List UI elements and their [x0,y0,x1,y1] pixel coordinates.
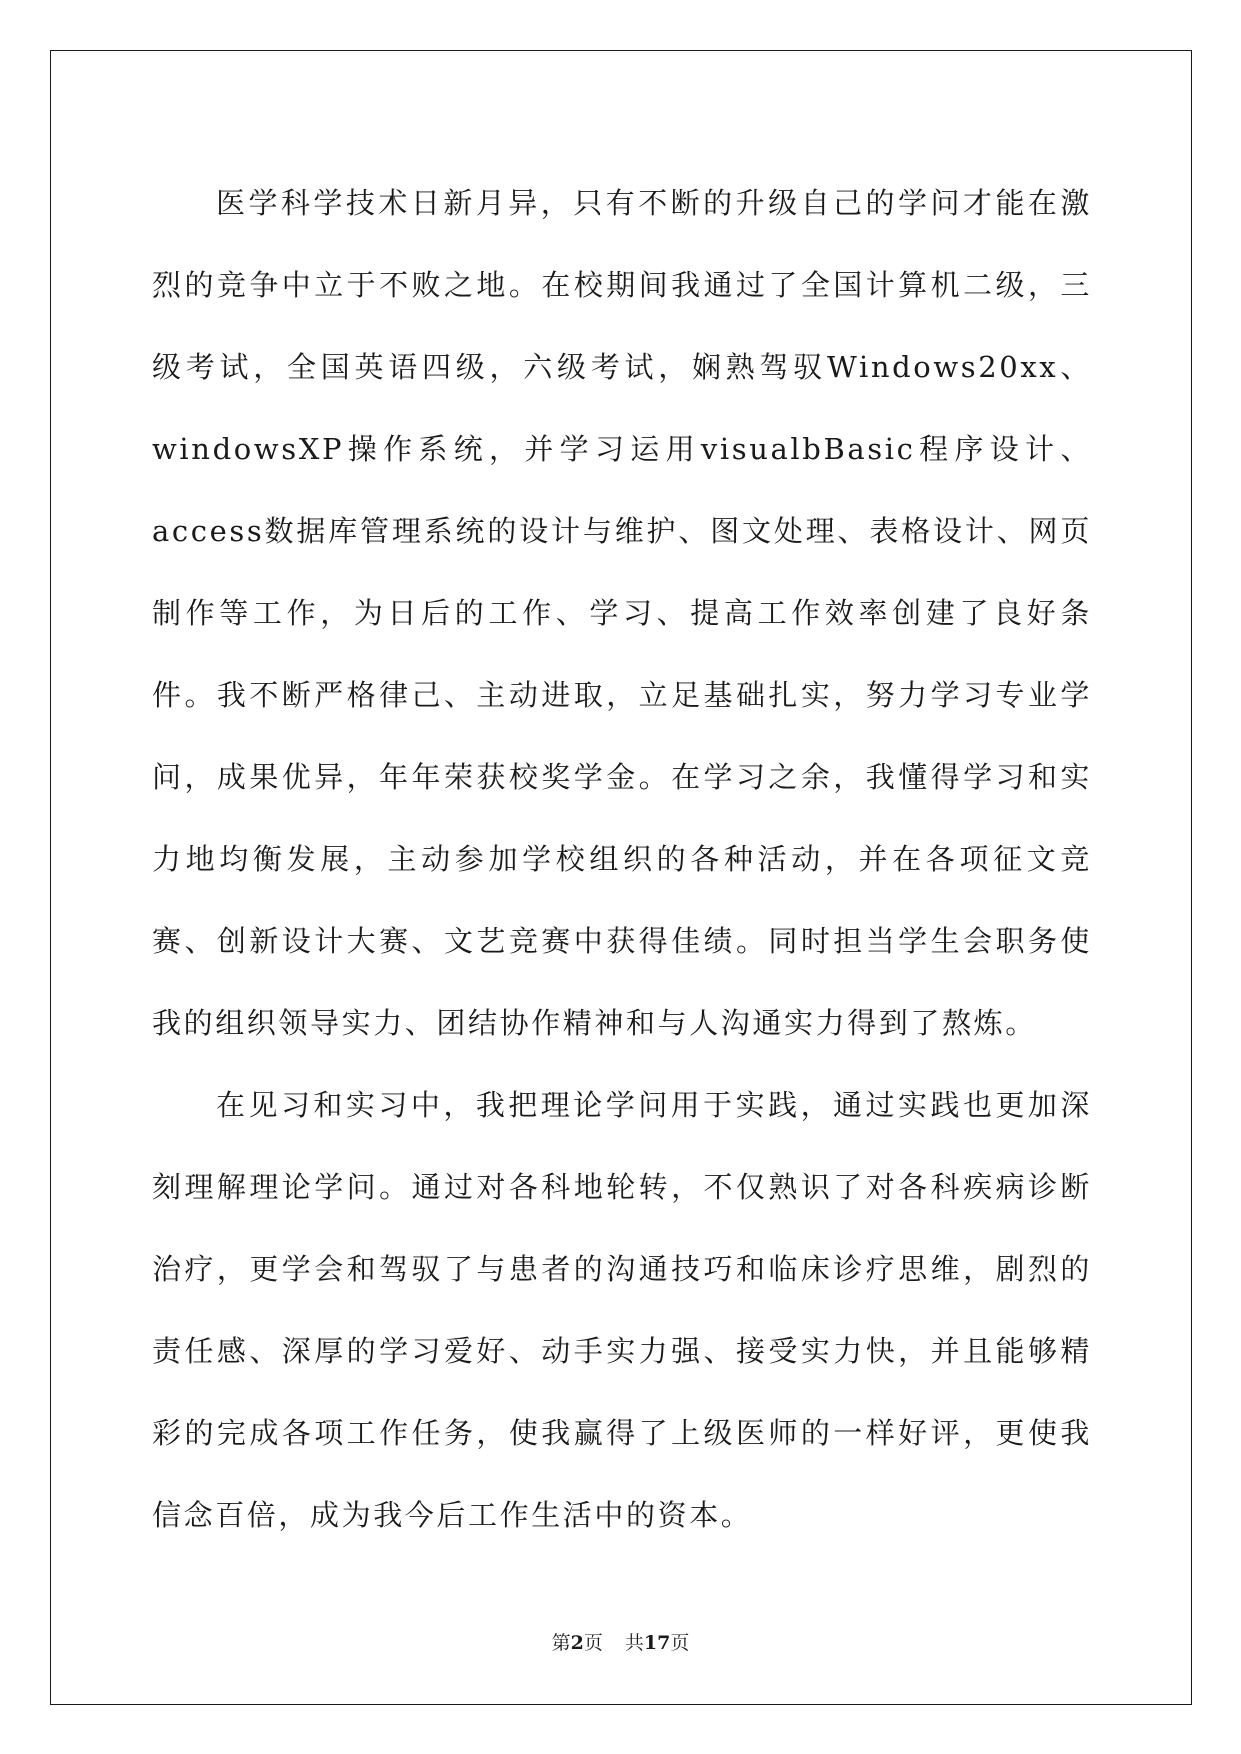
paragraph-2: 在见习和实习中，我把理论学问用于实践，通过实践也更加深刻理解理论学问。通过对各科地轮转，不仅熟识了对各科疾病诊断治疗，更学会和驾驭了与患者的沟通技巧和临床诊疗思维，剧烈的责任感、深厚的学习爱好、动手实力强、接受实力快，并且能够精彩的完成各项工作任务，使我赢得了上级医师的一样好评，更使我信念百倍，成为我今后工作生活中的资本。 [152,1088,1092,1532]
page-footer [0,1628,1241,1655]
paragraph-1: 医学科学技术日新月异，只有不断的升级自己的学问才能在激烈的竞争中立于不败之地。在校期间我通过了全国计算机二级，三级考试，全国英语四级，六级考试，娴熟驾驭Windows20xx、windowsXP操作系统，并学习运用visualbBasic程序设计、access数据库管理系统的设计与维护、图文处理、表格设计、网页制作等工作，为日后的工作、学习、提高工作效率创建了良好条件。我不断严格律己、主动进取，立足基础扎实，努力学习专业学问，成果优异，年年荣获校奖学金。在学习之余，我懂得学习和实力地均衡发展，主动参加学校组织的各种活动，并在各项征文竞赛、创新设计大赛、文艺竞赛中获得佳绩。同时担当学生会职务使我的组织领导实力、团结协作精神和与人沟通实力得到了熬炼。 [152,186,1092,1040]
footer-page-suffix: 页 [583,1632,603,1654]
footer-page-prefix: 第 [551,1632,571,1654]
footer-page-current: 2 [570,1632,584,1654]
footer-total-prefix: 共 [624,1632,644,1654]
footer-page-total: 17 [643,1632,671,1654]
document-body [152,162,1092,1556]
footer-total-suffix: 页 [670,1632,690,1654]
